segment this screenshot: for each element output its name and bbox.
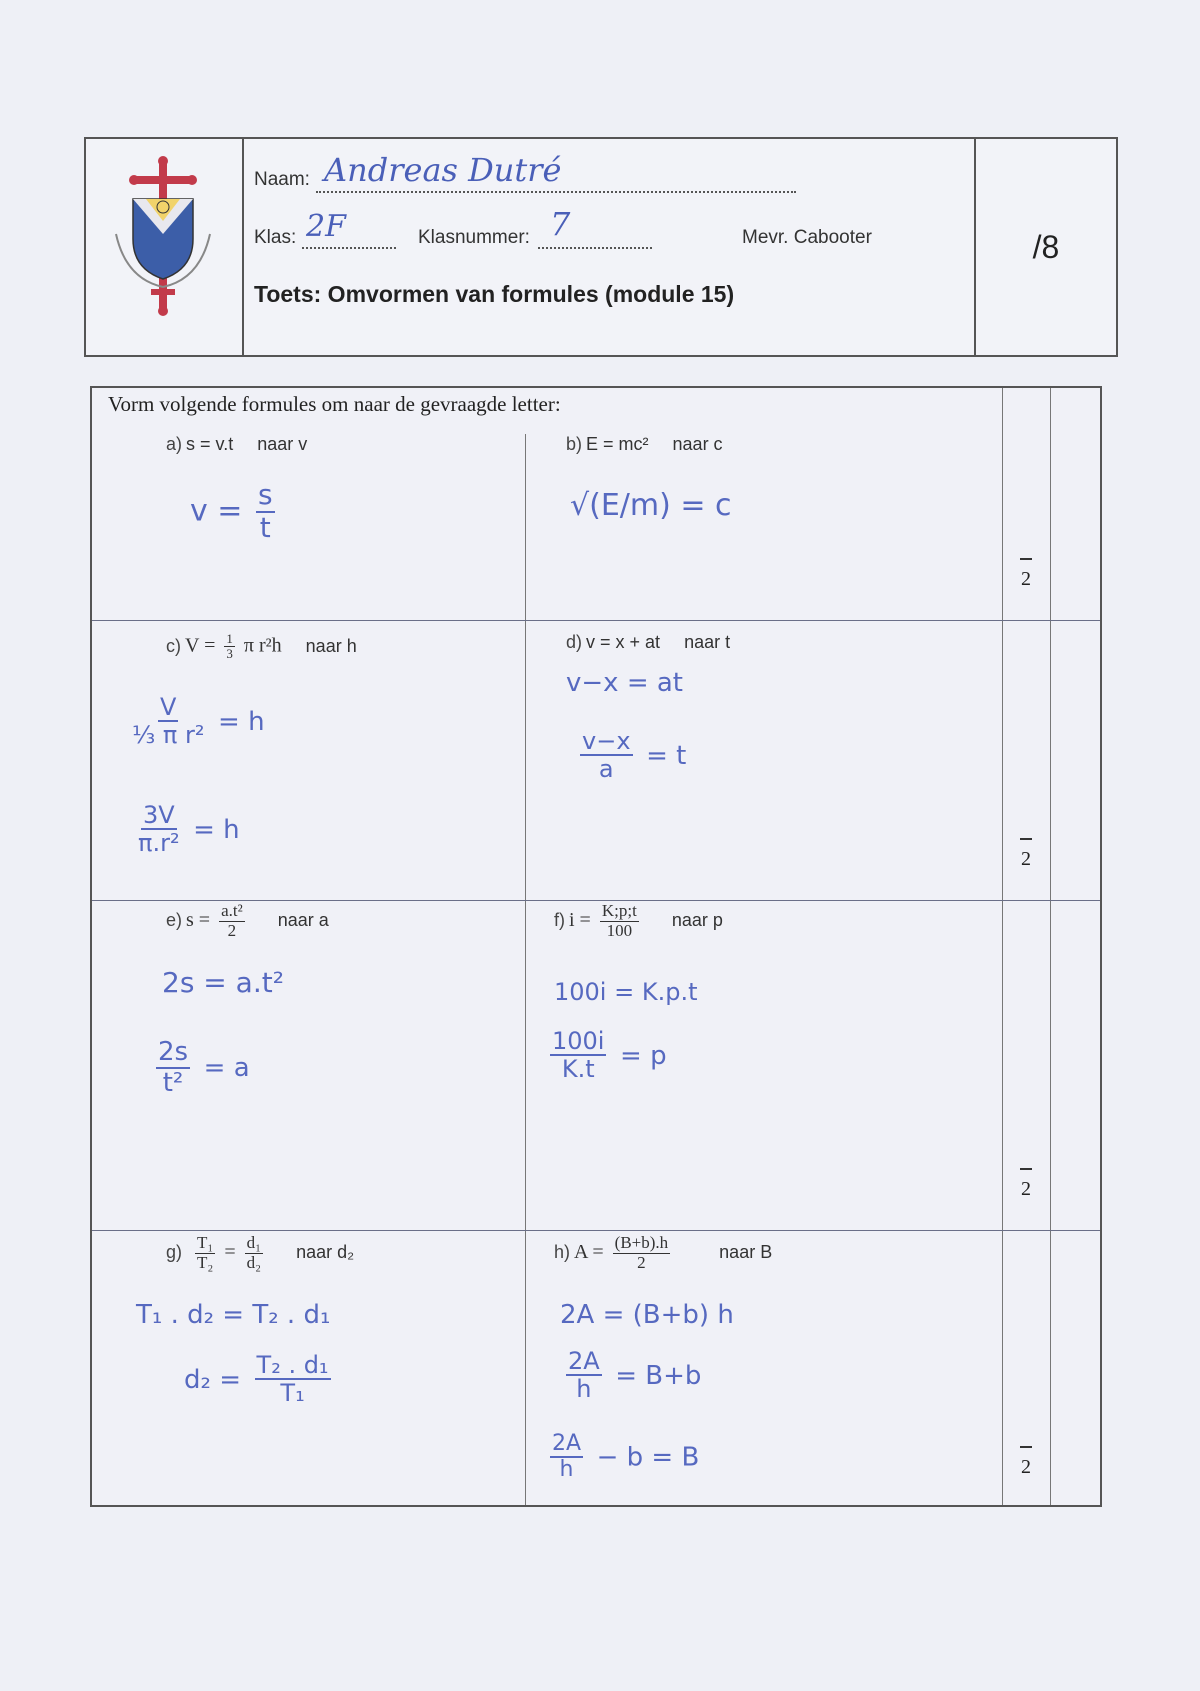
divider-points (1002, 388, 1003, 1505)
instruction: Vorm volgende formules om naar de gevraagde letter: (108, 392, 561, 416)
row-divider-3 (92, 1230, 1100, 1231)
school-crest-icon (86, 139, 244, 355)
school-logo-cell (86, 139, 244, 355)
answer-e-line1: 2s = a.t² (162, 966, 284, 999)
question-c: c) V = $\frac{1}{3}$ π r²h naar h (166, 631, 357, 662)
points-row-4: 2 (1006, 1446, 1046, 1479)
question-d: d) v = x + at naar t (566, 632, 731, 652)
student-info-cell (244, 139, 1060, 355)
points-row-2: 2 (1006, 838, 1046, 871)
row-divider-2 (92, 900, 1100, 901)
klas-line (302, 247, 396, 249)
divider-mid (525, 620, 526, 1505)
question-a: a) s = v.t naar v (166, 434, 308, 454)
question-b: b) E = mc² naar c (566, 434, 723, 454)
answer-c-line2: $\frac{3V}{\text{π.r²}}$ = h (138, 801, 240, 858)
question-g: g) $\frac{\text{T₁}}{\text{T₂}}$ = $\frac{\text{d₁}}{\text{d₂}}$ naar d₂ (166, 1233, 355, 1272)
klasnummer-label: Klasnummer: (418, 227, 530, 248)
points-row-1: 2 (1006, 558, 1046, 591)
answer-h-line2: $\frac{2A}{h}$ = B+b (568, 1347, 702, 1404)
naam-line (316, 191, 796, 193)
answer-h-line1: 2A = (B+b) h (560, 1300, 734, 1330)
answer-f-line2: $\frac{100i}{K.t}$ = p (552, 1027, 667, 1084)
question-h: h) A = $\frac{(B+b).h}{2}$ naar B (554, 1233, 773, 1272)
answer-g-line1: T₁ . d₂ = T₂ . d₁ (136, 1300, 331, 1330)
test-title: Toets: Omvormen van formules (module 15) (254, 281, 735, 307)
total-score: /8 (974, 139, 1116, 355)
answer-h-line3: $\frac{2A}{h}$ − b = B (552, 1431, 700, 1483)
divider-mid-top (525, 434, 526, 620)
question-e: e) s = $\frac{\text{a.t²}}{2}$ naar a (166, 901, 329, 940)
divider-extra (1050, 388, 1051, 1505)
klasnummer-line (538, 247, 652, 249)
answer-f-line1: 100i = K.p.t (554, 978, 698, 1006)
answer-a: v = $\frac{s}{t}$ (190, 478, 273, 544)
answer-d-line2: $\frac{v-x}{a}$ = t (582, 727, 687, 784)
naam-label: Naam: (254, 169, 310, 190)
klas-value: 2F (306, 209, 346, 244)
answer-e-line2: $\frac{2s}{\text{t²}}$ = a (158, 1037, 250, 1098)
header-box (84, 137, 1118, 357)
row-divider-1 (92, 620, 1100, 621)
task-table (90, 386, 1102, 1507)
klas-label: Klas: (254, 227, 297, 248)
teacher-name: Mevr. Cabooter (742, 227, 872, 248)
answer-c-line1: $\frac{V}{\text{⅓ π r²}}$ = h (132, 693, 265, 750)
answer-g-line2: d₂ = $\frac{\text{T₂ . d₁}}{\text{T₁}}$ (184, 1351, 329, 1408)
naam-value: Andreas Dutré (324, 151, 562, 189)
answer-b: √(E/m) = c (570, 488, 732, 523)
question-f: f) i = $\frac{K;p;t}{100}$ naar p (554, 901, 723, 940)
klasnummer-value: 7 (550, 205, 571, 243)
answer-d-line1: v−x = at (566, 668, 683, 698)
points-row-3: 2 (1006, 1168, 1046, 1201)
